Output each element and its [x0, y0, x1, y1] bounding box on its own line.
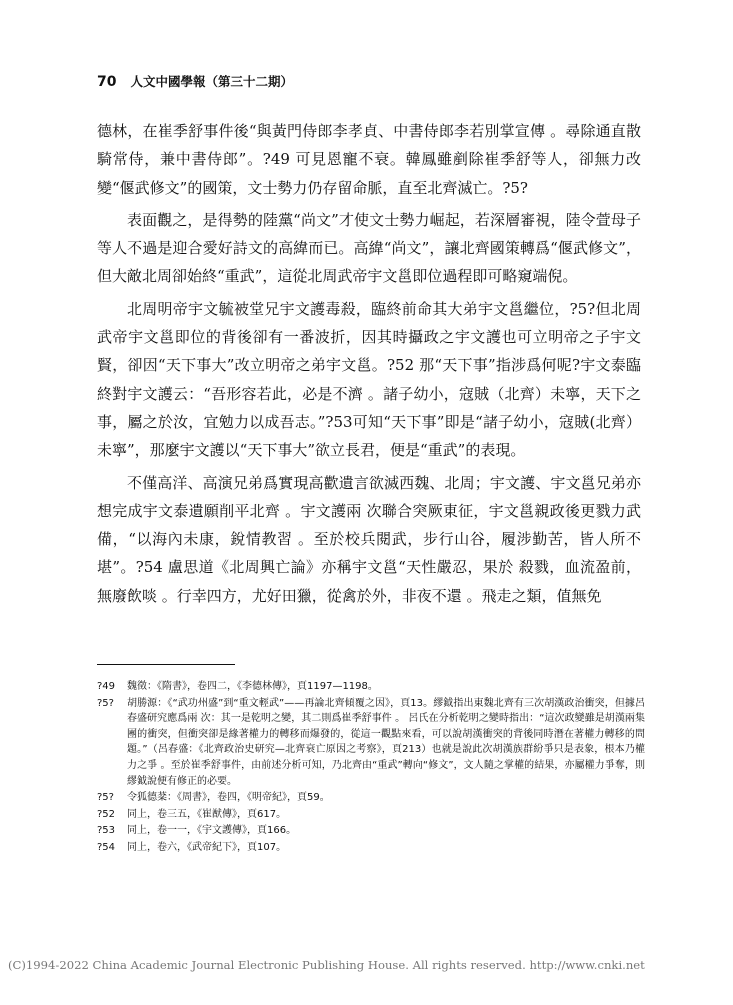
- footnote-mark: ?52: [97, 808, 116, 820]
- journal-title: 人文中國學報（第三十二期）: [130, 74, 293, 89]
- footnote: [97, 823, 645, 839]
- footnote: [97, 840, 645, 856]
- copyright-footer: (C)1994-2022 China Academic Journal Electronic Publishing House. All rights reserved. http://www.cnki.net: [8, 958, 645, 972]
- body-paragraph: 德林，在崔季舒事件後“與黃門侍郎李孝貞、中書侍郎李若別掌宣傳 。尋除通直散騎常侍，兼中書侍郎”。?49 可見恩寵不衰。韓鳳雖剷除崔季舒等人，卻無力改變“偃武修文”的國策，文士勢力仍存留命脈，直至北齊滅亡。?5?: [97, 122, 641, 197]
- running-header: [97, 72, 657, 90]
- footnote-mark: ?5?: [97, 792, 114, 804]
- body-paragraph: 不僅高洋、高演兄弟爲實現高歡遺言欲滅西魏、北周；宇文護、宇文邕兄弟亦想完成宇文泰遺願削平北齊 。宇文護兩 次聯合突厥東征，宇文邕親政後更戮力武備，“以海內未康，銳情教習 。至於校兵閱武，步行山谷，履涉勤苦，皆人所不堪”。?54 盧思道《北周興亡論》亦稱宇文邕“天性嚴忍，果於 殺戮，血流盈前，無廢飲啖 。行幸四方，尤好田獵，從禽於外，非夜不還 。飛走之類，值無免: [97, 473, 641, 605]
- footnote-mark: ?54: [97, 841, 116, 853]
- footnote-text: 同上，卷六，《武帝紀下》，頁107。: [127, 841, 287, 853]
- footnote-text: 同上，卷三五，《崔猷傳》，頁617。: [127, 808, 287, 820]
- footnote-text: 魏徵：《隋書》，卷四二，《李德林傳》，頁1197—1198。: [127, 681, 378, 692]
- footnote-mark: ?53: [97, 825, 116, 837]
- footnote: [97, 696, 645, 790]
- footnote-text: 令狐德棻：《周書》，卷四，《明帝紀》，頁59。: [127, 792, 330, 804]
- page-number: 70: [97, 74, 117, 90]
- footnote: [97, 679, 645, 695]
- footnote-text: 胡勝源：《“武功州盛”到“重文輕武”——再論北齊傾覆之因》，頁13。繆鉞指出東魏北齊有三次胡漢政治衝突，但據呂春盛研究應爲兩 次：其一是乾明之變，其二則爲崔季舒事件 。 呂氏在分析乾明之變時指出：“這次政變雖是胡漢兩集團的衝突，但衝突卻是緣著權力的轉移而爆發的，從這一觀點來看，可以說胡漢衝突的背後同時潛在著權力轉移的問題。”（呂春盛：《北齊政治史研究—北齊衰亡原因之考察》，頁213）也就是說此次胡漢族群紛爭只是表象，根本乃權力之爭 。至於崔季舒事件，由前述分析可知，乃北齊由“重武”轉向“修文”，文人隨之掌權的結果，亦屬權力爭奪，則繆鉞說便有修正的必要。: [127, 697, 645, 787]
- footnotes: [97, 679, 645, 857]
- footnote-mark: ?49: [97, 681, 116, 692]
- footnote-divider: [97, 664, 235, 665]
- footnote: [97, 807, 645, 823]
- body-paragraph: 北周明帝宇文毓被堂兄宇文護毒殺，臨終前命其大弟宇文邕繼位，?5?但北周武帝宇文邕即位的背後卻有一番波折，因其時攝政之宇文護也可立明帝之子宇文賢，卻因“天下事大”改立明帝之弟宇文邕。?52 那“天下事”指涉爲何呢?宇文泰臨終對宇文護云：“吾形容若此，必是不濟 。諸子幼小，寇賊（北齊）未寧，天下之事，屬之於汝，宜勉力以成吾志。”?53可知“天下事”即是“諸子幼小，寇賊(北齊）未寧”，那麼宇文護以“天下事大”欲立長君，便是“重武”的表現。: [97, 299, 641, 460]
- footnote-text: 同上，卷一一，《宇文護傳》，頁166。: [127, 825, 297, 837]
- footnote: [97, 790, 645, 806]
- main-text: [97, 117, 641, 614]
- body-paragraph: 表面觀之，是得勢的陸黨“尚文”才使文士勢力崛起，若深層審視，陸令萱母子等人不過是迎合愛好詩文的高緯而已。高緯“尚文”，讓北齊國策轉爲“偃武修文”，但大敵北周卻始終“重武”，這從北周武帝宇文邕即位過程即可略窺端倪。: [97, 210, 641, 286]
- footnote-mark: ?5?: [97, 697, 114, 709]
